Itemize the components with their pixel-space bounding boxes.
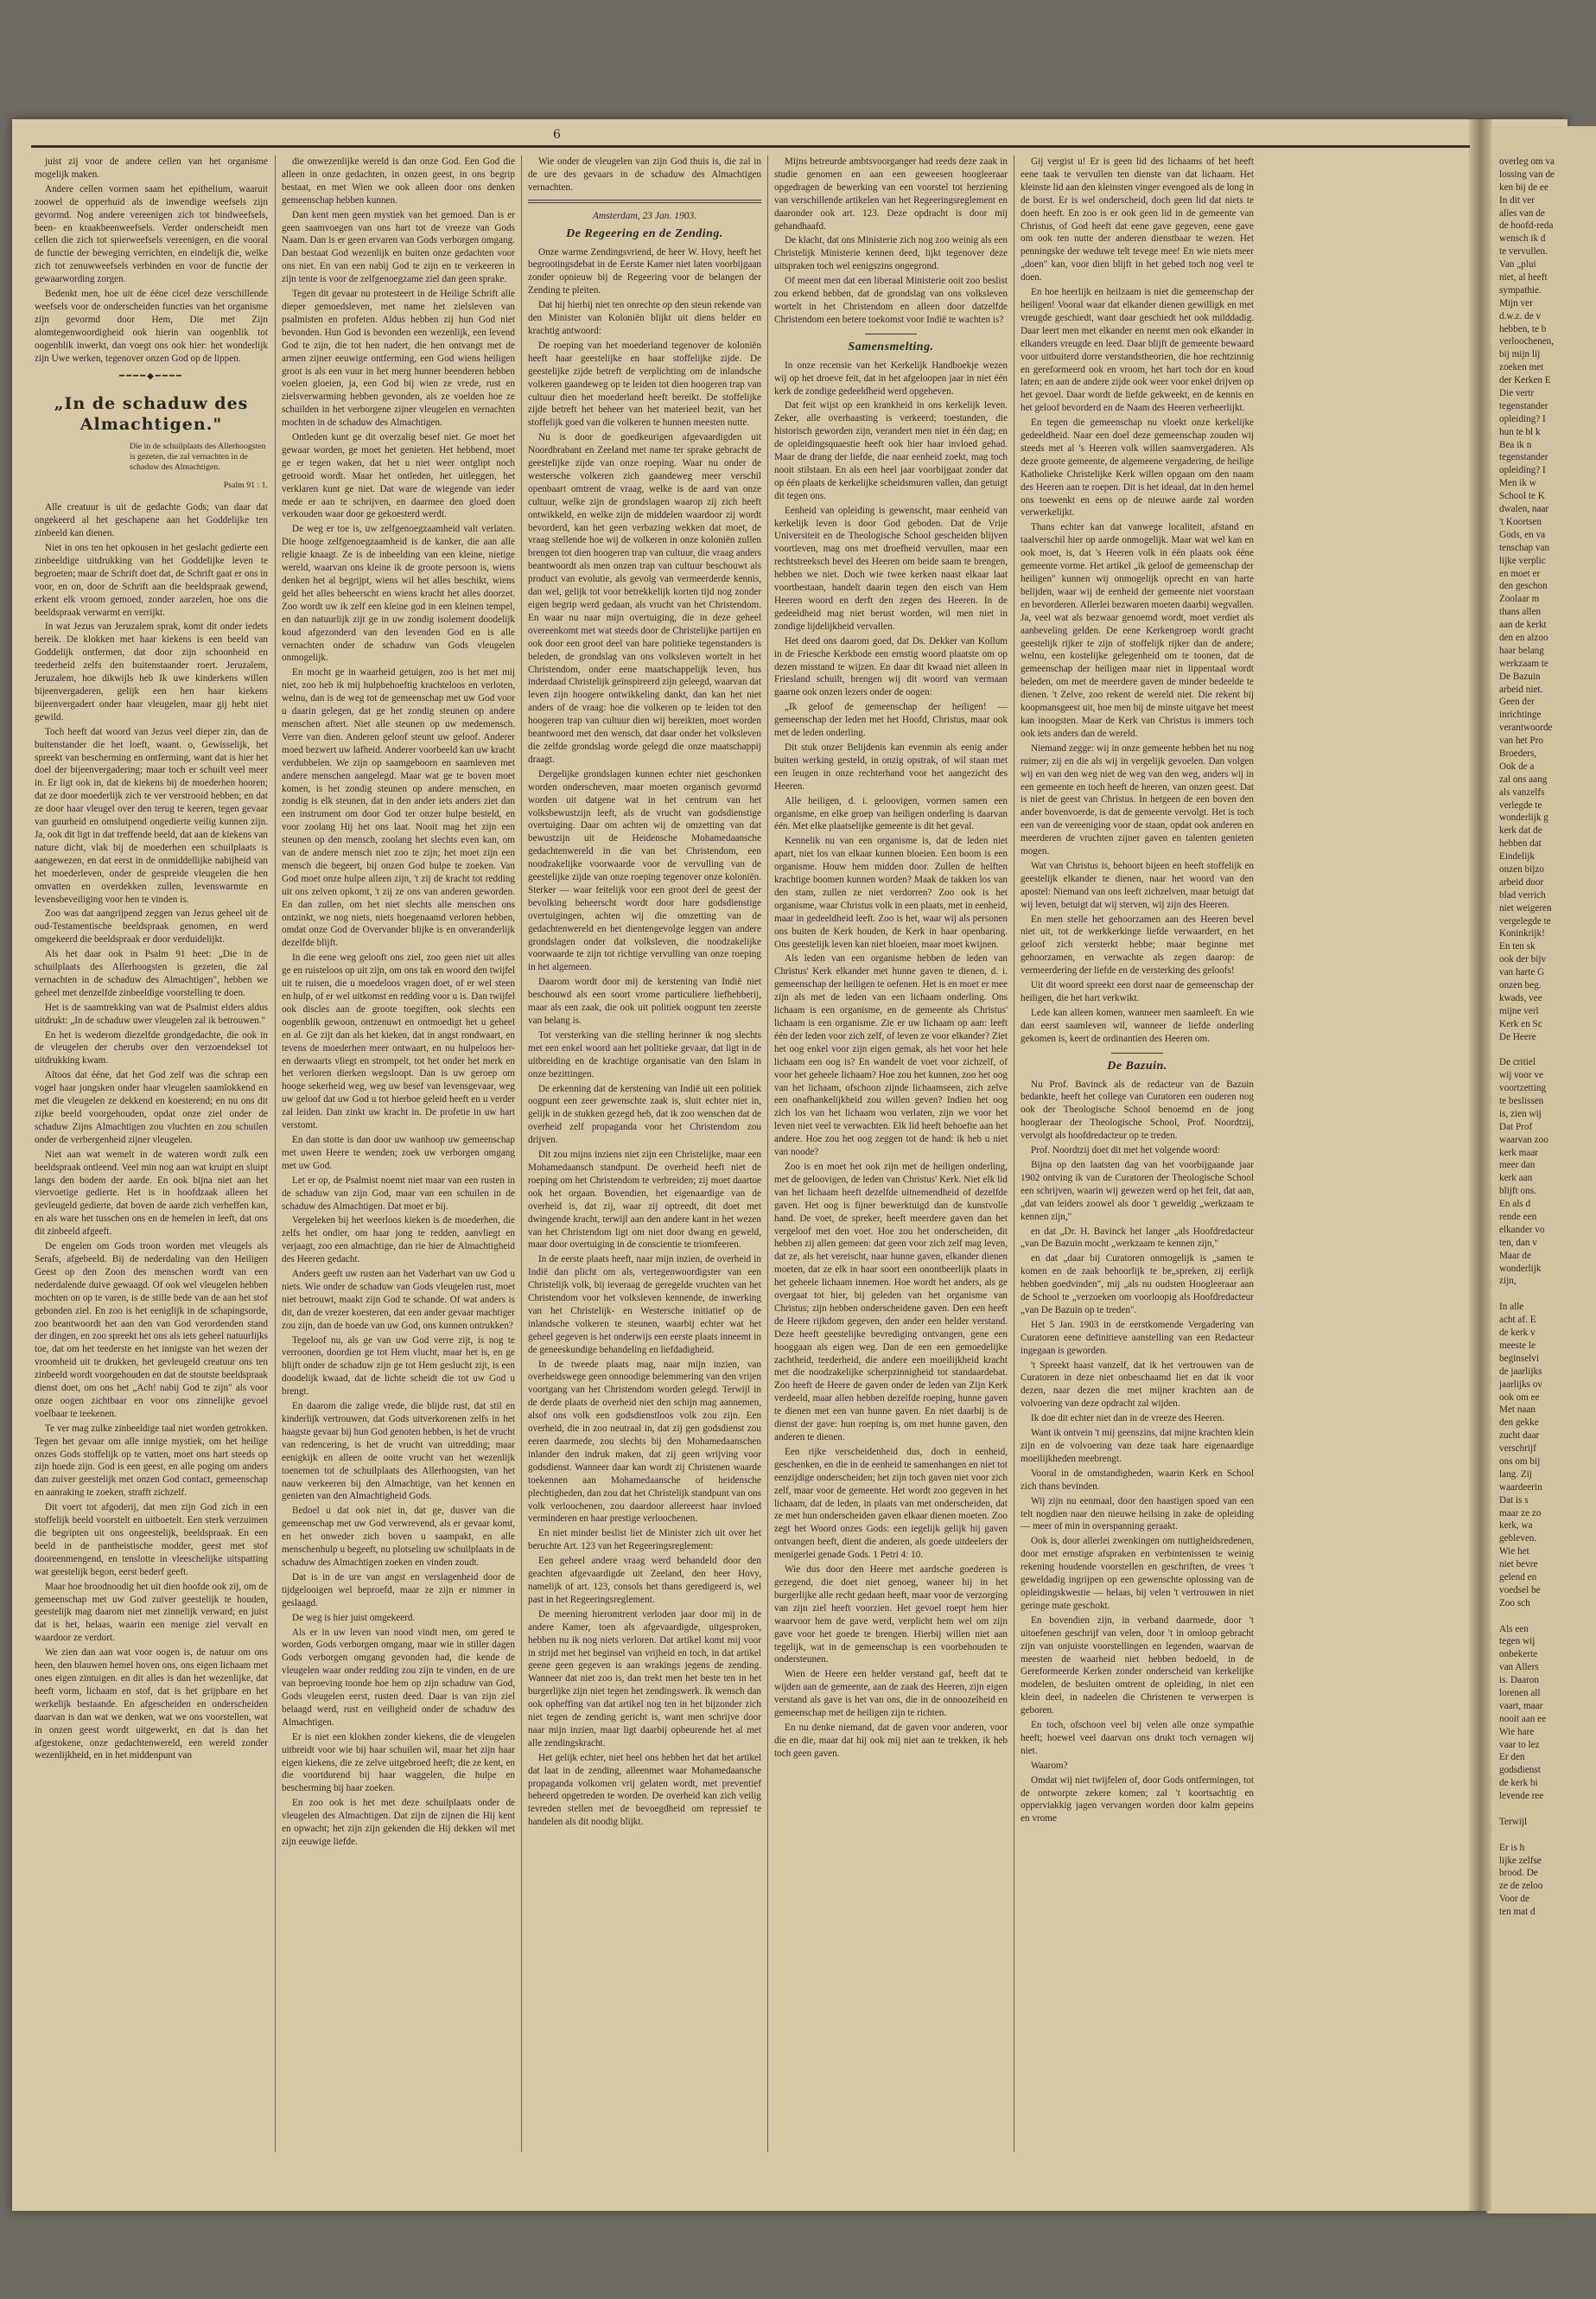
text-line: In dit ver bbox=[1499, 194, 1536, 206]
text-line: vergelegde te bbox=[1499, 915, 1551, 927]
paragraph: Tot versterking van die stelling herinner ik nog slechts met een enkel woord aan het politieke gevaar, dat ligt in de uitbreiding en de krachtige organisatie van den Islam in onze bezittingen. bbox=[528, 1029, 761, 1079]
paragraph: Dit voert tot afgoderij, dat men zijn God zich in een stoffelijk beeld voorstelt en uitboetelt. Een sterk verzuimen die begripten uit ons ongeestelijk, beeldspraak. En een beeld in de pantheistische modder, geest met stof dooreenmengend, en tenslotte in vleeschelijke uitspatting wat geestelijk begon, eerst bederf geeft. bbox=[35, 1502, 268, 1577]
paragraph: De meening hieromtrent verloden jaar door mij in de andere Kamer, toen als afgevaardigde, uitgesproken, hebben nu ik nog niets verloren. Dat artikel komt mij voor in strijd met het beginsel van vrijheid en toch, in dat artikel geene geen gegeven is aan wrakings jegens de zending. Wanneer dat niet zoo is, dan trekt men het beste ten in het burgerlijke zijn niet tegen het zendingswerk. Ik wensch dan ook opheffing van dat artikel nog ten in het bijzonder zich niet tegen de zending gericht is, want men schrijve door naar mijn inzien, maar ligt daarbij opbeurende het al met alle zendingskracht. bbox=[528, 1608, 761, 1748]
article-heading-bazuin: De Bazuin. bbox=[1107, 1059, 1167, 1073]
text-line: haar belang bbox=[1499, 645, 1544, 656]
page-gutter bbox=[1469, 119, 1491, 2211]
text-line: den en alzoo bbox=[1499, 632, 1548, 643]
text-line: is. Daaron bbox=[1499, 1675, 1539, 1686]
paragraph: Het gelijk echter, niet heel ons hebben het dat het artikel dat laat in de zending, alleenmet waar Mohamedaansche propaganda volkomen vrij gelaten wordt, met preventief beheerd opgetreden te worden. De overheid kan zich veilig tevreden stellen met de bevoegdheid om repressief te handelen als dit noodig blijkt. bbox=[528, 1752, 761, 1828]
section-rule bbox=[1111, 1053, 1163, 1054]
text-line: hun te bl k bbox=[1499, 426, 1541, 437]
text-line: tegenstander bbox=[1499, 452, 1548, 463]
paragraph: En hoe heerlijk en heilzaam is niet die gemeenschap der heiligen! Vooral waar dat elkander dienen gewilligk en met vreugde geschiedt, want daar geschiedt het ook milddadig. Daar leert men met elkander en neemt men ook elkander in elkanders vreugde en leed. Daar blijft de gemeente bewaard voor uitbuiterd dorre verstandstheorien, die hoe rechtzinnig en gereformeerd ook en vroom, het hart toch dor en koud laten; en aan de andere zijde ook weer voor enkel drijven op het gevoel. Daar wordt de liefde gekweekt, en de kennis en het geloof bevorderd en de Naam des Heeren verheerlijkt. bbox=[1021, 287, 1254, 414]
paragraph: De weg er toe is, uw zelfgenoegzaamheid valt verlaten. Die hooge zelfgenoegzaamheid is de kanker, die aan alle religie knaagt. Ze is de inbeelding van een kleine, nietige wereld, waarvan ons kleine ik de groote persoon is, wiens denken het al begrijpt, wiens wil het alles beschikt, wiens geld het alles beheerscht en wiens kracht het alles doorzet. Zoo wordt uw ik zelf een kleine god in een kleinen tempel, en dan natuurlijk zijt ge in uw zondig isolement doodelijk koud afgezonderd van den levenden God en is alle vernachten onder de schaduw van Gods vleugelen onmogelijk. bbox=[282, 524, 515, 664]
paragraph: In onze recensie van het Kerkelijk Handboekje wezen wij op het droeve feit, dat in het afgeloopen jaar in niet één kerk de zondige gedeeldheid werd opgeheven. bbox=[774, 360, 1008, 397]
paragraph: Dit zou mijns inziens niet zijn een Christelijke, maar een Mohamedaansch standpunt. De overheid heeft niet de roeping om het Christendom te verbreiden; zij moet daartoe ook het orgaan. Bovendien, het eigenaardige van de overheid is, dat zij, waar zij optreedt, dit doet met dwingende kracht, terwijl aan den andere kant in het wezen van het Christendom ligt om niet door dwang en geweld, maar door overtuiging in de conscientie te triomfeeren. bbox=[528, 1150, 761, 1251]
text-line: is, zien wij bbox=[1499, 1108, 1542, 1119]
paragraph: Of meent men dat een liberaal Ministerie ooit zoo beslist zou erkend hebben, dat de grondslag van ons volksleven wortelt in het Christendom en alleen door datzelfde Christendom een betere toekomst voor Indië te wachten is? bbox=[774, 276, 1008, 325]
text-line: waardeerin bbox=[1499, 1481, 1542, 1493]
text-line: wonderlijk bbox=[1499, 1263, 1542, 1274]
paragraph: Bedenkt men, hoe uit de ééne cicel deze verschillende weefsels voor de onderscheiden functies van het organisme zijn gevormd door Hem, Die met Zijn alomtegenwoordigheid ook hierin van oogenblik tot oogenblik inwerkt, dan voegt ons ook hier: het wonderlijk zijn Uwe werken, tegenover onzen God op de lippen. bbox=[35, 289, 268, 364]
text-line: kerk aan bbox=[1499, 1173, 1533, 1184]
text-line: d.w.z. de v bbox=[1499, 310, 1542, 322]
text-line: vaar to lez bbox=[1499, 1739, 1540, 1750]
text-line: brood. De bbox=[1499, 1868, 1538, 1879]
text-line: niet weigeren bbox=[1499, 902, 1552, 914]
text-line: bij mijn lij bbox=[1499, 349, 1541, 360]
col5-paras-b bbox=[1021, 1079, 1254, 1826]
paragraph: Tegeloof nu, als ge van uw God verre zijt, is nog te verroonen, doordien ge tot Hem vlucht, maar het is, en ge blijft onder de schaduw zijn ge tot Hem geslucht zijt, is een doodelijk kwaad, dat de lichte scheidt die tot uw God u brengt. bbox=[282, 1334, 515, 1398]
paragraph: Het 5 Jan. 1903 in de eerstkomende Vergadering van Curatoren eene definitieve aanstelling van een Redacteur ingegaan is geworden. bbox=[1021, 1319, 1254, 1356]
paragraph: Bedoel u dat ook niet in, dat ge, dusver van die gemeenschap met uw God verwrevend, als er gevaar komt, en het onweder zich boven u saampakt, en alle menschenhulp u begeeft, nu plotseling uw schuilplaats in de schaduw des Almachtigen zoeken en vinden zoudt. bbox=[282, 1506, 515, 1568]
text-line: Gods, en va bbox=[1499, 529, 1546, 540]
column-rule bbox=[521, 156, 522, 2152]
paragraph: Andere cellen vormen saam het epithelium, waaruit zoowel de opperhuid als de inwendige weefsels zijn gevormd. Nog andere vereenigen zich tot bindweefsels, been- en kraakbeenweefsels. Verder onderscheidt men cellen die zich tot spierweefsels vereenigen, en die vooral de functie der beweging verrichten, en eindelijk die, welke zich tot zenuwweefsels verbinden en voor de functie der gewaarwording zorgen. bbox=[35, 183, 268, 285]
text-line: wonderlijk g bbox=[1499, 812, 1548, 824]
text-line: kerk, wa bbox=[1499, 1520, 1533, 1532]
text-line: beginselvi bbox=[1499, 1353, 1539, 1364]
adjacent-page-column bbox=[1499, 156, 1586, 1918]
text-line: Als een bbox=[1499, 1623, 1529, 1634]
text-line: verlegde te bbox=[1499, 799, 1542, 811]
text-line: In alle bbox=[1499, 1302, 1524, 1313]
text-line: tenschap van bbox=[1499, 542, 1550, 553]
text-line: de kerk v bbox=[1499, 1328, 1536, 1339]
text-line: mijne verl bbox=[1499, 1005, 1539, 1016]
text-line: wij voor ve bbox=[1499, 1070, 1543, 1081]
text-line: kerk maar bbox=[1499, 1147, 1539, 1158]
paragraph: En toch, ofschoon veel bij velen alle onze sympathie heeft; hoewel veel daarvan ons drukt toch vernagen wij niet. bbox=[1021, 1720, 1254, 1756]
text-line: Zoolaar m bbox=[1499, 594, 1540, 605]
paragraph: Waarom? bbox=[1031, 1760, 1068, 1771]
text-line: blijft ons. bbox=[1499, 1186, 1536, 1197]
text-line: tegenstander bbox=[1499, 400, 1548, 411]
text-line: tegen wij bbox=[1499, 1636, 1536, 1647]
paragraph: Zoo is en moet het ook zijn met de heiligen onderling, met de geloovigen, de leden van Christus' Kerk. Niet elk lid van het lichaam heeft dezelfde uitnemendheid of dezelfde gaven. Het oog is fijner bewerktuigd dan de kunstvolle hand. De voet, de spreker, heeft meerdere gaven dan het vergeloof met den voet. Hoe zou het onderscheiden, dit hebben zij allen gemeen: dat geen voor zich zelf mag leven, dat ze, als het vereischt, naar hunne gaven, elkander dienen moeten, dat ze elk in haar soort een onontbeerlijk plaats in het geheele lichaam innemen. Hoe wordt het anders, als ge overgaat tot hier, bij geleden van het organisme van Christus; zijn hebben onderscheidene gaven. Den een heeft de Heere rijkdom gegeven, den ander een helder verstand. Deze heeft geestelijke bevrediging ontvangen, gene een hooggaan als eigen weg. Dan de een een gemoedelijke zachtheid, teederheid, die andere een moeilijkheid kracht met die noodzakelijke scherpzinnigheid tot standaardebat. Zoo heeft de Heere de gaven onder de leden van Zijn Kerk verdeeld, maar allen hebben dezelfde roeping, hunne gaven te dienen met een van hunne gaven. En niet daarbij is de dienst der gave: hun roeping is, om met hunne gaven, den anderen te dienen. bbox=[774, 1161, 1008, 1442]
text-line: Maar de bbox=[1499, 1250, 1531, 1261]
text-line: Voor de bbox=[1499, 1894, 1529, 1905]
text-line: van harte G bbox=[1499, 967, 1545, 978]
text-line: vaart, maar bbox=[1499, 1700, 1543, 1711]
text-line: School te K bbox=[1499, 491, 1545, 502]
paragraph: Uit dit woord spreekt een dorst naar de gemeenschap der heiligen, die het hart verkwikt. bbox=[1021, 980, 1254, 1003]
text-line bbox=[1499, 1288, 1586, 1301]
article-heading-regeering: De Regeering en de Zending. bbox=[566, 226, 723, 240]
text-line: verantwoorde bbox=[1499, 723, 1553, 734]
paragraph: En dan stotte is dan door uw wanhoop uw gemeenschap met uwen Heere te wenden; zoek uw verborgen omgang met uw God. bbox=[282, 1134, 515, 1171]
column-3 bbox=[528, 156, 761, 1831]
column-5 bbox=[1021, 156, 1254, 1827]
text-line: Van „plui bbox=[1499, 259, 1536, 271]
text-line: niet, al heeft bbox=[1499, 272, 1548, 283]
text-line: thans allen bbox=[1499, 607, 1542, 618]
col2-paras bbox=[282, 156, 515, 1849]
paragraph: Thans echter kan dat vanwege localiteit, afstand en taalverschil hier op aarde onmogelijk. Maar wat wel kan en ook moet, is, dat 's Heeren volk in één plaats ook ééne gemeente vorme. Het artikel „ik geloof de gemeenschap der heiligen" kunnen wij onmogelijk oprecht en van harte belijden, waar wij de eenheid der gemeente niet voorstaan en bevorderen. Allerlei bezwaren moeten daarbij wegvallen. Ja, veel wat als bezwaar genoemd wordt, moet verdiet als aanbeveling gelden. De eene Kerkengroep wordt gracht geestelijk rijker te zijn of stoffelijk rijker dan de andere; welnu, een kostelijke gelegenheid om te toonen, dat de gemeenschap der heiligen maar niet in lippentaal wordt beleden, om met de meerdere gaven de minder bedeelde te dienen. 't Zelve, zoo rekent de wereld niet. Die rekent bij koopmansgeest uit, hoe men bij de minste uitgave het meest kan inoogsten. Maar de Kerk van Christus is immers toch ook iets anders dan de wereld. bbox=[1021, 522, 1254, 739]
text-line: Wie het bbox=[1499, 1546, 1529, 1557]
paragraph: Wien de Heere een helder verstand gaf, heeft dat te wijden aan de gemeente, aan de zaak des Heeren, zijn eigen verstand als gave is het van ons, die in de onnoozelheid en gemeenschap met de heiligen zijn te richten. bbox=[774, 1669, 1008, 1719]
paragraph: En mocht ge in waarheid getuigen, zoo is het met mij niet, zoo heb ik mij hulpbehoeftig krachteloos en verloten, welnu, dan is de weg tot de gemeenschap met uw God voor u daarin gelegen, dat ge het zondig steunen op andere menschen aftert. Niet alle steunen op uw medemensch. Verre van dien. Anderen geloof steunt uw geloof. Anderer moed bezwert uw lafheid. Anderer voorbeeld kan uw kracht verdubbelen. We zijn op saamgeboorn en saamleven met andere menschen aangelegd. Maar wat ge te boven moet komen, is het zondig steunen op andere menschen, en zondig is elk steunen, dat in den ander iets anders ziet dan een instrument om door God ter onzer hulpe besteld, en voor zoolang Hij het ons laat. Nooit mag het zijn een steunen op den mensch, zoolang het slechts even kan, om van de andere mensch niet zoo te zijn; het moet zijn een mensch die begeert, bij onzen God hulpe te zoeken. Van God moet onze hulpe alleen zijn, 't zij de kracht tot redding uit ons zelven opkomt, 't zij ze ons van anderen geworden. En dan zullen, om het niet slechts alle menschen ons ontzinkt, we nog niets, niets hoegenaamd verloren hebben, omdat onze God de Overvander blijke is en onveranderlijk dezelfde blijft. bbox=[282, 667, 515, 949]
text-line: gebleven. bbox=[1499, 1533, 1537, 1544]
paragraph: Ook is, door allerlei zwenkingen om nuttigheidsredenen, door met ernstige afspraken en verbintenissen te weinig rekening houdende voorstellen en geschriften, de vrees 't geweldadig ingrijpen op een gewenschte oplossing van de opleidingskwestie — helaas, bij velen 't vertrouwen in niet geringe mate geschokt. bbox=[1021, 1536, 1254, 1611]
paragraph: Dit stuk onzer Belijdenis kan evenmin als eenig ander buiten werking gesteld, in onzig opstrak, of wil staan met een leugen in onze rechterhand voor het aangezicht des Heeren. bbox=[774, 742, 1008, 792]
text-line: arbeid niet. bbox=[1499, 684, 1543, 695]
text-line: den geschon bbox=[1499, 581, 1548, 592]
edge-lines bbox=[1499, 156, 1586, 1918]
paragraph: Dat hij hierbij niet ten onrechte op den steun rekende van den Minister van Koloniën blijkt uit diens helder en krachtig antwoord: bbox=[528, 300, 761, 336]
paragraph: De roeping van het moederland tegenover de koloniën heeft haar geestelijke en haar stoffelijke zijde. De geestelijke zijde betreft de verplichting om de inlandsche volkeren gaandeweg op te leiden tot dien hoogeren trap van cultuur dien het moederland heeft bereikt. De stoffelijke zijde betreft het beheer van het materieel bezit, van het stoffelijk goed van die volkeren te hunnen meesten nutte. bbox=[528, 340, 761, 429]
paragraph: En men stelle het gehoorzamen aan des Heeren bevel niet uit, tot de werkkerkinge liefde verwaardert, en het geloof zich versterkt hebbe; maar beginne met gehoorzamen, en verwachte als zegen daarop: de vermeerdering der liefde en de versterking des geloofs! bbox=[1021, 914, 1254, 977]
text-line: dwalen, naar bbox=[1499, 504, 1549, 515]
col1-paras-b bbox=[35, 501, 268, 1762]
motto: Die in de schuilplaats des Allerhoogsten is gezeten, die zal vernachten in de schaduw des Almachtigen. bbox=[130, 442, 266, 473]
text-line: 't Koortsen bbox=[1499, 516, 1542, 527]
page-number: 6 bbox=[553, 128, 561, 142]
paragraph: Alle heiligen, d. i. geloovigen, vormen samen een organisme, en elke groep van heiligen onderling is daarvan één. Met elke plaatselijke gemeente is dit het geval. bbox=[774, 795, 1008, 832]
text-line bbox=[1499, 1829, 1586, 1842]
paragraph: En nu denke niemand, dat de gaven voor anderen, voor die en die, maar dat hij ook mij niet aan te trekken, ik heb toch geen gaven. bbox=[774, 1722, 1008, 1759]
text-line: meeste le bbox=[1499, 1340, 1536, 1351]
paragraph: En daarom die zalige vrede, die blijde rust, dat stil en kinderlijk vertrouwen, dat Gods uitverkorenen zelfs in het haagste gevaar bij hun God genoten hebben, is het de vrucht van redencering, is het de vrucht van uitredding; maar eenigkijk en alleen de ooite vrucht van het wezenlijk toenemen tot de schuilplaats des Allerhoogsten, van het nauw verkeeren bij den Almachtige, van het kennen en genieten van den Almachtigheid Gods. bbox=[282, 1401, 515, 1502]
paragraph: Niet in ons ten het opkousen in het geslacht gedierte een zinbeeldige uitdrukking van het Goddelijke leven te begroeten; maar de Schrift doet dat, de Schrift gaat er ons in voor, en on, door de Schrift aan die beeldspraak gewend, erkent elk vroom gemoed, zonder aarzelen, hoe ons die beeldspraak verwarmt en verrijkt. bbox=[35, 543, 268, 618]
paragraph: Er is niet een klokhen zonder kiekens, die de vleugelen uitbreidt voor wie bij haar schuilen wil, maar het zijn haar eigen kiekens, die ze zelve uitgebroed heeft; die ze kent, en die voortdurend bij haar waggelen, die hulpe en bescherming bij haar zoeken. bbox=[282, 1731, 515, 1794]
paragraph: Zoo was dat aangrijpend zeggen van Jezus geheel uit de oud-Testamentische beeldspraak genomen, en werd omgekeerd die beeldspraak er door verduidelijkt. bbox=[35, 908, 268, 946]
header-rule bbox=[31, 145, 1470, 148]
text-line: niet bevre bbox=[1499, 1559, 1538, 1570]
paragraph: En zoo ook is het met deze schuilplaats onder de vleugelen des Almachtigen. Dat zijn de zijnen die Hij kent en opwacht; het zijn zijn gekenden die Hij dekken wil met zijn eeuwige liefde. bbox=[282, 1798, 515, 1847]
paragraph: Te ver mag zulke zinbeeldige taal niet worden getrokken. Tegen het gevaar om alle innige mystiek, om het heilige onzes Gods stoffelijk op te vatten, moet ons hart steeds op zijn hoede zijn. God is een geest, en alle poging om anders dan zuiver geestelijk met onzen God contact, gemeenschap en aanraking te zoeken, strafft zichzelf. bbox=[35, 1423, 268, 1499]
text-line: verloochenen, bbox=[1499, 336, 1555, 347]
paragraph: Gij vergist u! Er is geen lid des lichaams of het heeft eene taak te vervullen ten dienste van dat lichaam. Het kleinste lid aan den kleinsten vinger evengoed als de long in de borst. Er is wel onderscheid, doch geen lid dat niets te doen heeft. En zoo is er ook geen lid in de gemeente van Christus, of God heeft dat eene gave gegeven, eene gave om ook ten nutte der anderen dienstbaar te wezen. Het penningske der weduwe telt tevege mee! En wie niets meer „doen" kan, voor dien blijft in het gebed toch nog veel te doen. bbox=[1021, 156, 1254, 283]
paragraph: En het is wederom diezelfde grondgedachte, die ook in de vleugelen der cherubs over den verzoendeksel tot uitdrukking kwam. bbox=[35, 1029, 268, 1067]
text-line: ook om ee bbox=[1499, 1392, 1540, 1403]
text-line: Men ik w bbox=[1499, 478, 1536, 489]
paragraph: Anders geeft uw rusten aan het Vaderhart van uw God u niets. Wie onder de schaduw van Gods vleugelen rust, moet niet betrouwt, maakt zijn God te schande. Of wat anders is dit, dan de vrezer koesteren, dat een ander gevaar machtiger zou zijn, dan de hoede van uw God, ons kunnen ontrukken? bbox=[282, 1269, 515, 1331]
paragraph: juist zij voor de andere cellen van het organisme mogelijk maken. bbox=[35, 156, 268, 180]
text-line: zucht daar bbox=[1499, 1430, 1540, 1442]
paragraph: Onze warme Zendingsvriend, de heer W. Hovy, heeft het begrootingsdebat in de Eerste Kamer niet laten voorbijgaan zonder opnieuw bij de Regeering voor de belangen der Zending te pleiten. bbox=[528, 246, 761, 296]
text-line: acht af. E bbox=[1499, 1315, 1536, 1326]
text-line: En als d bbox=[1499, 1199, 1531, 1210]
text-line: te beslissen bbox=[1499, 1096, 1544, 1107]
text-line: Kerk en Sc bbox=[1499, 1018, 1542, 1029]
text-line: levende ree bbox=[1499, 1791, 1544, 1802]
text-line: Koninkrijk! bbox=[1499, 928, 1545, 939]
paragraph: In wat Jezus van Jeruzalem sprak, komt dit onder iedets bereik. De klokken met haar kiekens is een beeld van Goddelijk ontfermen, dat door zijn schoonheid en teederheid zelfs den buitenstaander roert. Jeruzalem, Jeruzalem, hoe dikwijls heb Ik uwe kinderkens willen bijeenvergaderen, gelijk een hen haar kiekens bijeenvergadert onder haar vleugelen, maar gij hebt niet gewild. bbox=[35, 621, 268, 723]
text-line: Terwijl bbox=[1499, 1816, 1528, 1827]
text-line: Met naan bbox=[1499, 1404, 1536, 1416]
text-line: Bea ik n bbox=[1499, 439, 1532, 450]
text-line: sympathie. bbox=[1499, 284, 1542, 296]
text-line: Broeders, bbox=[1499, 748, 1537, 759]
col3-paras-b bbox=[528, 246, 761, 1830]
paragraph: Mijns betreurde ambtsvoorganger had reeds deze zaak in studie genomen en aan een geweesen hoogleeraar opgedragen de bewerking van een voorstel tot herziening van verschillende artikelen van het Regeeringsreglement en daaronder ook art. 123. Deze opdracht is door mij gehandhaafd. bbox=[774, 156, 1008, 232]
text-line: gelend en bbox=[1499, 1571, 1537, 1583]
text-line: lang. Zij bbox=[1499, 1468, 1532, 1480]
text-line: lijke verplic bbox=[1499, 555, 1546, 566]
text-line: arbeid door bbox=[1499, 876, 1544, 888]
text-line bbox=[1499, 1043, 1586, 1056]
text-line: de jaarlijks bbox=[1499, 1366, 1542, 1377]
paragraph: Wat van Christus is, behoort bijeen en heeft stoffelijk en geestelijk elkander te dienen, naar het woord van den apostel: Niemand van ons leeft zichzelven, maar betuigt dat wij leven, betuigt dat wij sterven, wij zijn des Heeren. bbox=[1021, 860, 1254, 910]
text-line: meer dan bbox=[1499, 1160, 1536, 1171]
text-line: alles van de bbox=[1499, 207, 1545, 219]
text-line: den gekke bbox=[1499, 1417, 1539, 1429]
text-line: blad verrich bbox=[1499, 889, 1546, 901]
text-line: zal ons aang bbox=[1499, 774, 1548, 785]
paragraph: en dat „Dr. H. Bavinck het langer „als Hoofdredacteur „van De Bazuin mocht „werkzaam te kennen zijn," bbox=[1021, 1226, 1254, 1250]
text-line: De critiel bbox=[1499, 1057, 1536, 1068]
paragraph: Lede kan alleen komen, wanneer men saamleeft. En wie dan eerst saamleven wil, wanneer de liefde onderling gekomen is, keert de ordinantien des Heeren om. bbox=[1021, 1007, 1254, 1044]
text-line: onzen bijzo bbox=[1499, 863, 1544, 875]
article-heading-samensmelting: Samensmelting. bbox=[848, 340, 934, 353]
text-line: hebben dat bbox=[1499, 838, 1542, 850]
paragraph: Let er op, de Psalmist noemt niet maar van een rusten in de schaduw van zijn God, maar van een schuilen in de schaduw des Almachtigen. Dat moet er bij. bbox=[282, 1175, 515, 1212]
text-line: onzen beg. bbox=[1499, 980, 1542, 990]
text-line: nooit aan ee bbox=[1499, 1713, 1547, 1724]
text-line: En ten sk bbox=[1499, 941, 1536, 952]
paragraph: Ontleden kunt ge dit overzalig besef niet. Ge moet het gewaar worden, ge moet het genieten. Het hebbend, moet ge er tegen waken, dat het u niet weer ontglipt noch getrooid wordt. Maar het ontleden, het uitleggen, het verklaren kunt ge niet. Dat ware de wiegende van ieder mede er aan te schrijven, en daarmee den gloed doen verkouden waar door ge gekoesterd werdt. bbox=[282, 432, 515, 520]
paragraph: Als er in uw leven van nood vindt men, om gered te worden, Gods verborgen omgang, maar wie in stiller dagen Gods verborgen omgang gevonden had, die kende de vleugelen waar onder redding zou zijn te vinden, en de ure van beproeving toonde hoe hem op zijn schaduw van God, Gods vleugelen eerst, rusten deed. Daar is van zijn ziel belaagd werd, rust en veiligheid onder de schaduw des Almachtigen. bbox=[282, 1627, 515, 1728]
text-line: Er is h bbox=[1499, 1842, 1525, 1853]
meditation-heading: „In de schaduw des Almachtigen." bbox=[54, 394, 249, 435]
text-line bbox=[1499, 1803, 1586, 1816]
paragraph: Nu is door de goedkeurigen afgevaardigden uit Noordbrabant en Zeeland met name ter sprake gebracht de geestelijke zijde van onze roeping. Waar nu onder de westersche volkeren zich gaandeweg meer verschil openbaart omtrent de vraag, welke is de aard van onze cultuur, welke zijn de grondslagen waarop zij zich heeft ontwikkeld, en welke zijn de middelen waardoor zij wordt bevorderd, kan het geen verbazing wekken dat moet, de vraag stellende hoe wij de volkeren in onze koloniën zullen brengen tot dien hoogeren trap van cultuur, die vraag anders beantwoordt als men onzen trap van cultuur beschouwt als product van evolutie, als gevolg van vermeerderde kennis, dan wel, gelijk tot voor betrekkelijk korten tijd nog zonder eigen begrip werd gedaan, als vrucht van het Christendom. En waar nu naar mijn overtuiging, die in deze geheel overeenkomt met wat steeds door de Christelijke partijen en ook door een groot deel van hare politieke tegenstanders is beleden, de grondslag van ons volksleven wortelt in het Christendom, onder eene maatschappelijk leven, hus inderdaad Christelijk geïnspireerd zijn geleegd, waarvan dat leven zijn hoogere ontwikkeling dankt, dan kan het niet anders of de vraag: hoe die volkeren op te leiden tot den hoogeren trap van cultuur dien wij bereikten, moet worden beantwoord met den wensch, dat daar onder het volksleven die zelfde grondslag worde gelegd die onze maatschappij draagt. bbox=[528, 432, 761, 765]
paragraph: Dat is in de ure van angst en verslagenheid door de tijdgelooigen wel beproefd, maar ze zijn er nimmer in geslaagd. bbox=[282, 1571, 515, 1608]
text-line: verschrijf bbox=[1499, 1443, 1536, 1455]
text-line: maar ze zo bbox=[1499, 1507, 1542, 1519]
paragraph: Vergeleken bij het weerloos kieken is de moederhen, die zelfs het ondier, om haar jong te redden, aanvliegt en verjaagt, zoo een almachtige, dan rie hier de Almachtigheid des Heeren gedacht. bbox=[282, 1215, 515, 1265]
section-rule bbox=[528, 200, 761, 203]
text-line: werkzaam te bbox=[1499, 658, 1548, 669]
col4-paras-a bbox=[774, 156, 1008, 327]
paragraph: Als het daar ook in Psalm 91 heet: „Die in de schuilplaats des Allerhoogsten is gezeten, die zal vernachten in de schaduw des Almachtigen", hebben we geheel met denzelfde zinbeeldige voorstelling te doen. bbox=[35, 949, 268, 998]
text-line: ook der bijv bbox=[1499, 954, 1547, 965]
paragraph: De erkenning dat de kerstening van Indië uit een politiek oogpunt een zeer gewenschte zaak is, sluit echter niet in, gelijk in de stukken gezegd heb, dat ik zoo wenschen dat de overheid zelf propaganda voor het Christendom zou drijven. bbox=[528, 1083, 761, 1146]
text-line: Eindelijk bbox=[1499, 851, 1536, 863]
col1-paras-a bbox=[35, 156, 268, 366]
paragraph: Bijna op den laatsten dag van het voorbijgaande jaar 1902 ontving ik van de Curatoren der Theologische School een schrijven, waarin wij gewezen werd op het feit, dat aan, „dat van leiders zoowel als door 't geweldig „werkzaam te kennen zijn," bbox=[1021, 1159, 1254, 1222]
text-line: godsdienst bbox=[1499, 1765, 1541, 1776]
paragraph: Altoos dat ééne, dat het God zelf was die schrap een vogel haar jongsken onder haar vleugelen saamlokkend en met die vleugelen ze dekkend en koesterend; en nu ons dit zijke beeld voorgehouden, opdat onze ziel onder de schaduw Zijns Almachtigen zou vluchten en zou schuilen onder de verbergenheid zijner vleugelen. bbox=[35, 1070, 268, 1145]
paragraph: Vooral in de omstandigheden, waarin Kerk en School zich thans bevinden. bbox=[1021, 1468, 1254, 1492]
paragraph: En niet minder beslist liet de Minister zich uit over het beruchte Art. 123 van het Regeeringsreglement: bbox=[528, 1528, 761, 1552]
text-line: voortzetting bbox=[1499, 1083, 1547, 1094]
paragraph: Wij zijn nu eenmaal, door den haastigen spoed van een telt nogdien naar den nieuwe heilsing in zake de opleiding — meer of min in overspanning geraakt. bbox=[1021, 1495, 1254, 1532]
text-line: Dat is s bbox=[1499, 1494, 1529, 1506]
paragraph: Niet aan wat wemelt in de wateren wordt zulk een beeldspraak ontleend. Veel min nog aan wat kruipt en sluipt langs den bodem der aarde. En ook bijna niet aan het viervoetige gedierte. Het is in hoofdzaak alleen het gevleugeld gedierte, dat boven de aarde zich verheffen kan, en als ware het tusschen ons en de hemelen in leeft, dat ons dit zinbeeld afgeeft. bbox=[35, 1149, 268, 1238]
col5-paras-a bbox=[1021, 156, 1254, 1046]
paragraph: In die eene weg gelooft ons ziel, zoo geen niet uit alles ge en ruisteloos op uit zijn, om ons tak en woord den twijfel uit te ruisen, die u moedeloos vragen doet, of er wel steen en hulp, of er wel uitkomst en redding voor u is. Dan twijfel ook discles aan de groote toegiften, ook slechts een oogenblik gewoon, ontzenuwt en ontmoedigt het u geheel en al. Ge zijt dan als het kieken, dat in angst rondwaart, en tevens de moederhen meer ontwaart, en nu hulpeloos her- en derwaarts vliegt en strompelt, tot het onder het merk en het verloren dierken wegsloopt. Dan is uw geroep om hooge sekerheid weg, weg uw besef van levensgevaar, weg uw geloof dat uw God u tot hierboe geleid heeft en u verder zal leiden. Dan zinkt uw kracht in. De profetie in uw hart verstomt. bbox=[282, 952, 515, 1131]
paragraph: En tegen die gemeenschap nu vloekt onze kerkelijke gedeeldheid. Naar een doel deze gemeenschap zouden wij steeds met al 's Heeren volk willen saamvergaderen. Als deze groote gemeente, de algemeene vergadering, de heilige Katholieke Christelijke Kerk willen opgaan om den naam des Heeren aan te roepen. Dit is het ideaal, dat in den hemel ons toewenkt en eens op de nieuwe aarde zal worden verwerkelijkt. bbox=[1021, 417, 1254, 519]
paragraph: Als leden van een organisme hebben de leden van Christus' Kerk elkander met hunne gaven te dienen, d. i. gemeenschap der heiligen te oefenen. Het is en moet er mee zijn als met de leden van een lichaam onderling. Ons lichaam is een organisme, en de gemeente als Christus' lichaam is een organisme. Zie er uw lichaam op aan: leeft één der leden voor zich zelf, of leven ze voor elkander? Ziet het oog enkel voor zijn eigen gemak, als het voor het hele lichaam een oog is? En wandelt de voet voor zichzelf, of voor het geheele lichaam? Hoe zou het kunnen, zoo het oog van het lichaam, ofschoon zijnde lichaamseen, zich zelve een onafhankelijkheid zou willen geven? Indien het oog zich los van het lichaam wou verlaten, zijn we voor het leven niet veel te verwachten. Elk lid heeft behoefte aan het andere. Hoe zou het oog zeggen tot de hand: ik heb u niet van noode? bbox=[774, 953, 1008, 1158]
motto-reference: Psalm 91 : 1. bbox=[223, 481, 268, 491]
text-line: overleg om va bbox=[1499, 156, 1555, 167]
paragraph: Alle creatuur is uit de gedachte Gods; van daar dat ongekeerd al het geschapene aan het Goddelijke ten zinbeeld kan dienen. bbox=[35, 502, 268, 539]
text-line: jaarlijks ov bbox=[1499, 1379, 1543, 1390]
text-line: waarvan zoo bbox=[1499, 1134, 1548, 1145]
text-line: De Bazuin bbox=[1499, 671, 1541, 682]
paragraph: 't Spreekt haast vanzelf, dat ik het vertrouwen van de Curatoren in deze niet onbeschaamd liet en dat ik voor dezen, naar dezen die met mijner krachten aan de volvoering van deze opdracht zal wijden. bbox=[1021, 1360, 1254, 1410]
paragraph: Kennelik nu van een organisme is, dat de leden niet apart, niet los van elkaar kunnen bloeien. Een boom is een organisme. Houw hem midden door. Zullen de helften krachtige boomen kunnen worden? Maak de takken los van den stam, zullen ze niet verdorren? Zoo ook is het organisme, waar Christus volk in een plaats, met in eenheid, maar in gedeeldheid leeft. Zoo is het, waar wij als personen ons buiten de Kerk houden, de Kerk in haar openbaring. Ons geestelijk leven kan niet bloeien, maar moet kwijnen. bbox=[774, 836, 1008, 950]
text-line: Wie hare bbox=[1499, 1726, 1535, 1737]
column-rule bbox=[767, 156, 768, 2152]
paragraph: De engelen om Gods troon worden met vleugels als Serafs, afgebeeld. Bij de nederdaling van den Heiligen Geest op den Zoon des menschen wordt van een nederdalende duive gewaagd. Of ook wel vleugelen hebben mochten on op te varen, is de stille bede van de aan het stof gebonden ziel. En zoo is het eeniglijk in de schapingsorde, zoo beantwoordt het aan den van God verordenden stand der dingen, en zoo spreekt het ons als iets geheel natuurlijks toe, dat om het teederste en het innigste van het wezen der vroomheid uit te drukken, het gevleugeld creatuur ons ten zinbeeld wordt voorgehouden en dat de stoutste beeldspraak dienst doet, om ons het „Ach! nabij God te zijn" als voor onze oogen zichtbaar en voor ons zinnelijke gevoel voelbaar te teekenen. bbox=[35, 1241, 268, 1419]
text-line: van het Pro bbox=[1499, 736, 1543, 747]
text-line: kwads, vee bbox=[1499, 992, 1542, 1003]
text-line: Mijn ver bbox=[1499, 297, 1533, 309]
text-line: Die vertr bbox=[1499, 388, 1535, 399]
text-line: als vanzelfs bbox=[1499, 786, 1545, 798]
paragraph: Het is de saamtrekking van wat de Psalmist elders aldus uitdrukt: „In de schaduw uwer vleugelen zal ik betrouwen." bbox=[35, 1002, 268, 1026]
text-line: ons om bij bbox=[1499, 1455, 1541, 1467]
text-line: ken bij de ee bbox=[1499, 182, 1548, 193]
paragraph: Want ik ontvein 't mij geenszins, dat mijne krachten klein zijn en de volvoering van deze taak hare eigenaardige moeilijkheden meebrengt. bbox=[1021, 1428, 1254, 1464]
col3-paras-a bbox=[528, 156, 761, 194]
text-line: Geen der bbox=[1499, 697, 1535, 708]
text-line: opleiding? I bbox=[1499, 465, 1546, 476]
text-line: en moet er bbox=[1499, 568, 1541, 579]
text-line: ten mat d bbox=[1499, 1907, 1536, 1918]
text-line: de hoofd-reda bbox=[1499, 220, 1554, 232]
text-line: Ook de a bbox=[1499, 761, 1535, 772]
paragraph: Eenheid van opleiding is gewenscht, maar eenheid van kerkelijk leven is door God geboden. Dat de Vrije Universiteit en de Theologische School gescheiden blijven voortleven, mag ons met droefheid vervullen, maar een rechtstreeksch bevel des Heeren om beide saam te brengen, hebben we niet. Doch wie twee kerken naast elkaar laat voortbestaan, handelt daarin tegen den eisch van Hem Heeren woord en derft den zegen des Heeren. In de gedeeldheid mag niet berust worden, wil men niet in zondige lijdelijkheid vervallen. bbox=[774, 505, 1008, 632]
paragraph: Tegen dit gevaar nu protesteert in de Heilige Schrift alle dieper gemoedsleven, met name het zielsleven van psalmisten en profeten. Aldus hebben zij hun God niet bevonden. Hun God is bevonden een wezenlijk, een levend God te zijn, die tot hen nadert, die hen ontvangt met de armen zijner eeuwige ontferming, een God wiens heiligen groot is als een vuur in het merg hunner beenderen hebben voelen gloeien, ja, een God bij wien ze vrede, rust en zielsverwarming hebben gevonden, als ze voelden hoe ze schuilden in het verborgene zijner vleugelen en vernachten mochten in de schaduw des Almachtigen. bbox=[282, 289, 515, 429]
paragraph: Een rijke verscheidenheid dus, doch in eenheid, geschenken, en die in de eenheid te samenhangen en niet tot eenzijdige onderscheiden; het zijn toch gaven niet voor zich zelf, maar voor de gemeente. Het wordt zoo gegeven in het lichaam, dat de leden, in plaats van met onderscheiden, dat ze met hun onderscheiden gaven elkaar dienen moeten. Zoo zegt het Woord onzes Gods: een iegelijk gelijk hij gaven ontvangen heeft, dient die anderen, als goede uitdeelers der menigerlei genade Gods. 1 Petri 4: 10. bbox=[774, 1446, 1008, 1561]
paragraph: Daarom wordt door mij de kerstening van Indië niet beschouwd als een soort vrome particuliere liefhebberij, maar als een zaak, die ook uit politiek oogpunt ten zeerste van belang is. bbox=[528, 977, 761, 1026]
paragraph: Wie dus door den Heere met aardsche goederen is gezegend, die doet niet genoeg, waneer hij in het burgerlijke alle recht gedaan heeft, maar voor de verzorging van zijn ziel heeft voorzien. Het gevoel roept hem hier waarvoor hem de gave werd, verplicht hem wel om zijn gave voor het goede te brengen. Hierbij willen niet aan tegelijk, wat in de gemeenschap is een voorbehouden te ondersteunen. bbox=[774, 1564, 1008, 1665]
column-rule bbox=[275, 156, 276, 2152]
text-line: zijn, bbox=[1499, 1276, 1517, 1287]
text-line: lossing van de bbox=[1499, 169, 1555, 180]
text-line: Er den bbox=[1499, 1752, 1525, 1763]
paragraph: Ik doe dit echter niet dan in de vreeze des Heeren. bbox=[1031, 1413, 1224, 1424]
paragraph: De weg is hier juist omgekeerd. bbox=[292, 1612, 416, 1623]
column-2 bbox=[282, 156, 515, 1850]
paragraph: Maar hoe broodnoodig het uit dien hoofde ook zij, om de gemeenschap met uw God zuiver geestelijk te houden, geestelijk mag daarom niet met zinnelijk verward; en juist dat is het, helaas, waarin een menige ziel vervalt en waardoor ze verdort. bbox=[35, 1581, 268, 1644]
paragraph: Dan kent men geen mystiek van het gemoed. Dan is er geen saamvoegen van ons hart tot de vreeze van Gods Naam. Dan is er geen ervaren van Gods verborgen omgang. Dan bestaat God wezenlijk en buiten onze gedachten voor ons niet. En van een nabij God te zijn en te verkeeren in zijn tente is voor de zelfgenoegzame ziel dan geen sprake. bbox=[282, 209, 515, 285]
paragraph: De klacht, dat ons Ministerie zich nog zoo weinig als een Christelijk Ministerie kennen deed, lijkt tegenover deze uitspraken toch wel eenigszins ongegrond. bbox=[774, 235, 1008, 272]
text-line: de kerk bi bbox=[1499, 1778, 1538, 1789]
text-line: te vervullen. bbox=[1499, 246, 1548, 258]
paragraph: Een geheel andere vraag werd behandeld door den geachten afgevaardigde uit Zeeland, den heer Hovy, namelijk of art. 123, consols het thans geredigeerd is, wel past in het Regeeringsreglement. bbox=[528, 1556, 761, 1605]
paragraph: „Ik geloof de gemeenschap der heiligen! — gemeenschap der leden met het Hoofd, Christus, maar ook met de leden onderling. bbox=[774, 702, 1008, 739]
text-line: Zoo sch bbox=[1499, 1597, 1530, 1608]
section-ornament: ━━━━◆━━━━ bbox=[119, 371, 183, 381]
text-line: voedsel be bbox=[1499, 1584, 1541, 1595]
text-line: De Heere bbox=[1499, 1031, 1536, 1042]
text-line: hebben, te b bbox=[1499, 323, 1547, 334]
text-line: wensch ik d bbox=[1499, 233, 1546, 245]
text-line bbox=[1499, 1610, 1586, 1623]
paragraph: Het deed ons daarom goed, dat Ds. Dekker van Kollum in de Friesche Kerkbode een ernstig woord plaatste om op dezen misstand te wijzen. En daar dit kwaad niet alleen in Friesland schuilt, brengen wij dit woord van vermaan gaarne ook onzen lezers onder de oogen: bbox=[774, 635, 1008, 698]
paragraph: Wie onder de vleugelen van zijn God thuis is, die zal in de ure des gevaars in de schaduw des Almachtigen vernachten. bbox=[528, 156, 761, 193]
text-line: aan de kerkt bbox=[1499, 620, 1547, 631]
paragraph: die onwezenlijke wereld is dan onze God. Een God die alleen in onze gedachten, in onzen geest, in ons begrip bestaat, en met Wien we ook alleen door ons denken gemeenschap hebben kunnen. bbox=[282, 156, 515, 206]
dateline: Amsterdam, 23 Jan. 1903. bbox=[592, 210, 697, 221]
paragraph: In de tweede plaats mag, naar mijn inzien, van overheidswege geen onnoodige belemmering van den vrijen voortgang van het Christendom worden gelegd. Terwijl in de derde plaats de overheid niet den schijn mag aannemen, alsof ons volk een godsdienstloos volk zou zijn. Een overheid, die in zoo neutraal in, dat zij gen godsdienst zou eeren daarmede, zou slechts bij den Mohamedaanschen inlander den indruk maken, dat zij geen wrijving voor godsdienst. Wanneer daar kan wordt zij Christenen waarde toekennen aan Mohamedaansche of heidensche plechtigheden, dan zou dat het Christelijk standpunt van ons volk verloochenen, zou daardoor allereerst haar invloed verminderen en haar prestige verloochenen. bbox=[528, 1359, 761, 1525]
text-line: ze de zeloo bbox=[1499, 1881, 1543, 1892]
text-line: ten, dan v bbox=[1499, 1237, 1537, 1248]
paragraph: In de eerste plaats heeft, naar mijn inzien, de overheid in Indië dan plicht om als, vertegenwoordigster van een Christelijk volk, bij ieveraag de geregelde vruchten van het Christendom voor het volksleven kennende, de inwerking van het Christelijk- en Westersche initiatief op de inlandsche volkeren te steunen, waarbij echter wat het geheel gegeven is het onderwijs een eerste plaats inneemt in de geneeskundige behandeling en liefdadigheid. bbox=[528, 1254, 761, 1355]
column-4 bbox=[774, 156, 1008, 1762]
col4-paras-b bbox=[774, 360, 1008, 1761]
paragraph: Niemand zegge: wij in onze gemeente hebben het nu nog ruimer; zij en die als wij in vergelijk gevoelen. Dan volgen wij en van den weg niet de weg van den weg, anders wij in een gemeente en toch heeft de heeren, van onzen geest. Dat is niet de geest van Christus. In hetgeen de een boven den ander bovenvoerde, is dat de gemeente vervolgt. Het is toch een van de vereeniging voor de staan, opdat ook anderen en meerderen de vruchten zijner gaven en talenten genieten mogen. bbox=[1021, 742, 1254, 857]
paragraph: En bovendien zijn, in verband daarmede, door 't uitoefenen geschrijf van velen, door 't in omloop gebracht zijn van onjuiste voorstellingen en legenden, waarvan de meesten de waarheid niet hebben bedoeld, in de Gereformeerde Kerken zonder onderscheid van kerkelijke modelen, de besluiten omtrent de opleiding, in niet een klein deel, in nadeelen die Christenen te verwerpen is geboren. bbox=[1021, 1614, 1254, 1716]
text-line: zoeken met bbox=[1499, 362, 1544, 373]
text-line: rende een bbox=[1499, 1212, 1537, 1223]
text-line: elkander vo bbox=[1499, 1224, 1545, 1235]
paragraph: Omdat wij niet twijfelen of, door Gods ontfermingen, tot de ontworpte zekere komen; zal 't koortsachtig en opperviakkig jagen vervangen worden door kalm gepeins en vrome bbox=[1021, 1774, 1254, 1825]
paragraph: en dat „daar bij Curatoren onmogelijk is „samen te komen en de zaak behoorlijk te be„spreken, zij eerlijk hebben goedvinden", mij „als nu oudsten Hoogleeraar aan de School te „verzoeken om voorloopig als Hoofdredacteur „van De Bazuin op te treden". bbox=[1021, 1253, 1254, 1315]
text-line: van Allers bbox=[1499, 1662, 1539, 1673]
paragraph: Prof. Noordtzij doet dit met het volgende woord: bbox=[1031, 1145, 1220, 1156]
paragraph: We zien dan aan wat voor oogen is, de natuur om ons heen, den blauwen hemel hoven ons, ons eigen lichaam met ones eigen zintuigen. en dit alles is dan het wezenlijke, dat heeft vorm, lichaam en stof, dat is het grijpbare en het werkelijk bestaande. En afgescheiden en onderscheiden daarvan is dan wat we denken, wat we ons voorstellen, wat in onzen geest wordt uitgewerkt, en dat is dan het afgestokene, onze gedachtenwereld, een wereld zonder wezenlijkheid, en in het middenpunt van bbox=[35, 1647, 268, 1761]
text-line: Dat Prof bbox=[1499, 1121, 1533, 1132]
text-line: der Kerken E bbox=[1499, 375, 1551, 386]
paragraph: Nu Prof. Bavinck als de redacteur van de Bazuin bedankte, heeft het college van Curatoren een ouderen nog ook der Theologische School benoemd en de jong hoogleraar der Theologische School, Prof. Noordtzij, vervolgt als hoofdredacteur op te treden. bbox=[1021, 1079, 1254, 1142]
text-line: opleiding? I bbox=[1499, 413, 1546, 424]
text-line: kerk dat de bbox=[1499, 825, 1542, 837]
text-line: lorenen all bbox=[1499, 1687, 1541, 1698]
paragraph: Toch heeft dat woord van Jezus veel dieper zin, dan de buitenstander die het loeft, waant. o, Gewisselijk, het spreekt van bescherming en ontferming, want dat is hier het doel der bijeenvergadering; maar toch er schuilt veel meer in. Er ligt ook in, dat de kiekens bij de moederhen hooren; dat ze door moederlijk zich te ver verstrooid hebben; en dat ze door haar vleugel over den terug te keeren, tegen gevaar van guurheid en omsluipend ongedierte veilig kunnen zijn. Ja, ook dit ligt in dat treffende beeld, dat aan de kiekens van nature dicht, vlak bij de moederhen een schuilplaats is aangewezen, en dat eerst in de onmiddellijke nabijheid van het moederleven, onder de gespreide vleugelen die hen omvatten en overdekken zullen, levenswarmte en levensbeveiliging voor hen te vinden is. bbox=[35, 726, 268, 905]
text-line: lijke zelfse bbox=[1499, 1855, 1542, 1866]
paragraph: Dergelijke grondslagen kunnen echter niet geschonken worden onderscheven, maar moeten organisch gevormd worden uit datgene wat in het centrum van het volksbewustzijn leeft, als de vrucht van godsdienstige overtuiging. Daar om achten wij de omzetting van dat bewustzijn uit de Heidensche Mohamedaansche gedachtenwereld in die van het Christendom, een noodzakelijke voorwaarde voor de vervulling van de geestelijke zijde van onze roeping tegenover onze koloniën. Sterker — waar feitelijk voor een groot deel de geest der bevolking beheerscht wordt door hare godsdienstige overtuigingen, achten wij die omzetting van de gedachtenwereld en het dientengevolge leggen van andere grondslagen onder dat volksleven, die noodzakelijke voorwaarde te zijn tot richtige vervulling van onze roeping in het algemeen. bbox=[528, 768, 761, 973]
text-line: onbekerte bbox=[1499, 1649, 1538, 1660]
text-line: inrichtinge bbox=[1499, 710, 1542, 721]
column-1 bbox=[35, 156, 268, 1764]
paragraph: Dat feit wijst op een krankheid in ons kerkelijk leven. Zeker, alle overhaasting is verkeerd; toestanden, die historisch geworden zijn, verandert men niet in één dag; en de opleidingsquaestie heeft ook hier haar invloed gehad. Maar de drang der liefde, die naar eenheid zoekt, mag toch nooit stilstaan. En als een heel jaar voorbijgaat zonder dat op één plaats de kerkelijke scheidsmuren vallen, dan getuigt dit tegen ons. bbox=[774, 400, 1008, 501]
